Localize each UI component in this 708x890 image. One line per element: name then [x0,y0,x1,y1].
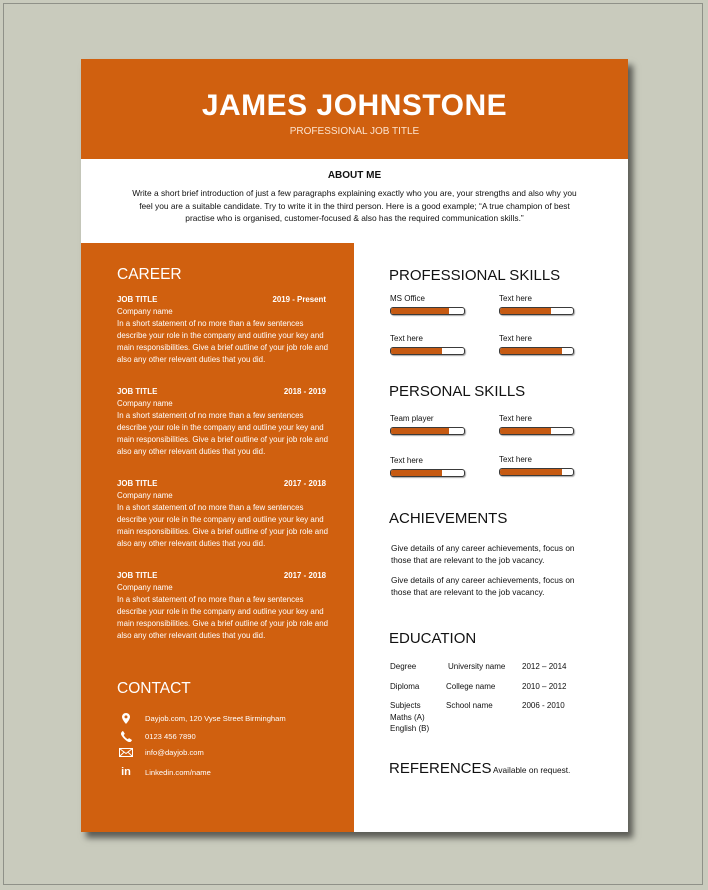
skill-bar-fill [500,348,562,354]
skill-bar-fill [391,470,442,476]
career-job-title: JOB TITLE [117,571,158,580]
skill-item [390,294,470,315]
resume-page [81,59,628,832]
skill-bar-fill [391,428,449,434]
contact-address [117,713,286,724]
skill-bar [390,307,465,315]
education-institution: School name [446,701,493,710]
education-qualification: Diploma [390,682,420,691]
skill-bar-fill [391,308,449,314]
skill-bar-fill [500,308,551,314]
skill-label: MS Office [390,294,425,303]
personal-skills-heading: PERSONAL SKILLS [389,383,526,400]
career-entry [117,570,329,642]
career-company: Company name [117,399,173,408]
contact-heading: CONTACT [117,680,191,697]
skill-label: Text here [390,456,423,465]
career-company: Company name [117,307,173,316]
career-company: Company name [117,583,173,592]
education-heading: EDUCATION [389,630,477,647]
about-heading: ABOUT ME [327,170,382,181]
career-dates: 2019 - Present [272,295,326,304]
career-description: In a short statement of no more than a few sentences describe your role in the company and outline your key and main responsibilities. Give a brief outline of your job role and also any other relevant duties that you did. [117,319,328,364]
skill-item [499,414,579,435]
achievement-item: Give details of any career achievements, focus on those that are relevant to the job vacancy. [391,575,575,597]
right-column [354,243,628,832]
skill-label: Team player [390,414,434,423]
skill-label: Text here [499,334,532,343]
education-institution: University name [448,662,506,671]
skill-label: Text here [499,414,532,423]
contact-text[interactable]: 0123 456 7890 [145,732,196,741]
envelope-icon [117,748,135,757]
location-pin-icon [117,713,135,724]
career-description: In a short statement of no more than a few sentences describe your role in the company and outline your key and main responsibilities. Give a brief outline of your job role and also any other relevant duties that you did. [117,503,328,548]
linkedin-icon: in [121,766,131,778]
skill-item [390,414,470,435]
skill-label: Text here [390,334,423,343]
education-dates: 2012 – 2014 [522,662,567,671]
career-entry [117,478,329,550]
skill-bar [390,347,465,355]
career-job-title: JOB TITLE [117,295,158,304]
skill-bar [390,469,465,477]
skill-item [499,455,579,476]
contact-text[interactable]: info@dayjob.com [145,748,204,757]
education-dates: 2006 - 2010 [522,701,565,710]
career-company: Company name [117,491,173,500]
skill-item [390,334,470,355]
career-dates: 2018 - 2019 [283,387,326,396]
skill-item [499,334,579,355]
skill-label: Text here [499,294,532,303]
contact-email [117,748,204,757]
skill-bar-fill [500,469,562,475]
job-title: PROFESSIONAL JOB TITLE [289,126,420,137]
skill-bar [390,427,465,435]
candidate-name: JAMES JOHNSTONE [201,89,508,122]
achievements-heading: ACHIEVEMENTS [389,510,508,527]
references-heading: REFERENCES [389,760,492,777]
career-entry [117,294,329,366]
career-description: In a short statement of no more than a few sentences describe your role in the company and outline your key and main responsibilities. Give a brief outline of your job role and also any other relevant duties that you did. [117,411,328,456]
contact-text[interactable]: Linkedin.com/name [145,767,211,777]
achievement-item: Give details of any career achievements, focus on those that are relevant to the job vacancy. [391,543,575,565]
education-institution: College name [446,682,496,691]
career-dates: 2017 - 2018 [283,571,326,580]
education-dates: 2010 – 2012 [522,682,567,691]
contact-linkedin [117,766,211,778]
career-description: In a short statement of no more than a few sentences describe your role in the company and outline your key and main responsibilities. Give a brief outline of your job role and also any other relevant duties that you did. [117,595,328,640]
career-entry [117,386,329,458]
skill-bar [499,468,574,476]
education-qualification: Subjects Maths (A) English (B) [390,701,430,733]
skill-bar [499,307,574,315]
skill-bar [499,427,574,435]
skill-bar-fill [500,428,551,434]
skill-label: Text here [499,455,532,464]
references-note: Available on request. [493,765,571,775]
left-column [81,243,354,832]
skill-item [390,456,470,477]
career-job-title: JOB TITLE [117,479,158,488]
skill-bar [499,347,574,355]
header-banner [81,59,628,159]
career-heading: CAREER [117,266,182,283]
about-text: Write a short brief introduction of just a few paragraphs explaining exactly who you are, your strengths and also why you feel you are a suitable candidate. Try to write it in the third person. Here is a good example; “A true champion of best practise who is organised, customer-focused & also has the required communication skills.” [132,188,577,223]
career-job-title: JOB TITLE [117,387,158,396]
education-qualification: Degree [390,662,417,671]
career-dates: 2017 - 2018 [283,479,326,488]
contact-text[interactable]: Dayjob.com, 120 Vyse Street Birmingham [145,714,286,723]
phone-icon [117,731,135,742]
skill-bar-fill [391,348,442,354]
skill-item [499,294,579,315]
professional-skills-heading: PROFESSIONAL SKILLS [389,267,561,284]
contact-phone [117,731,196,742]
